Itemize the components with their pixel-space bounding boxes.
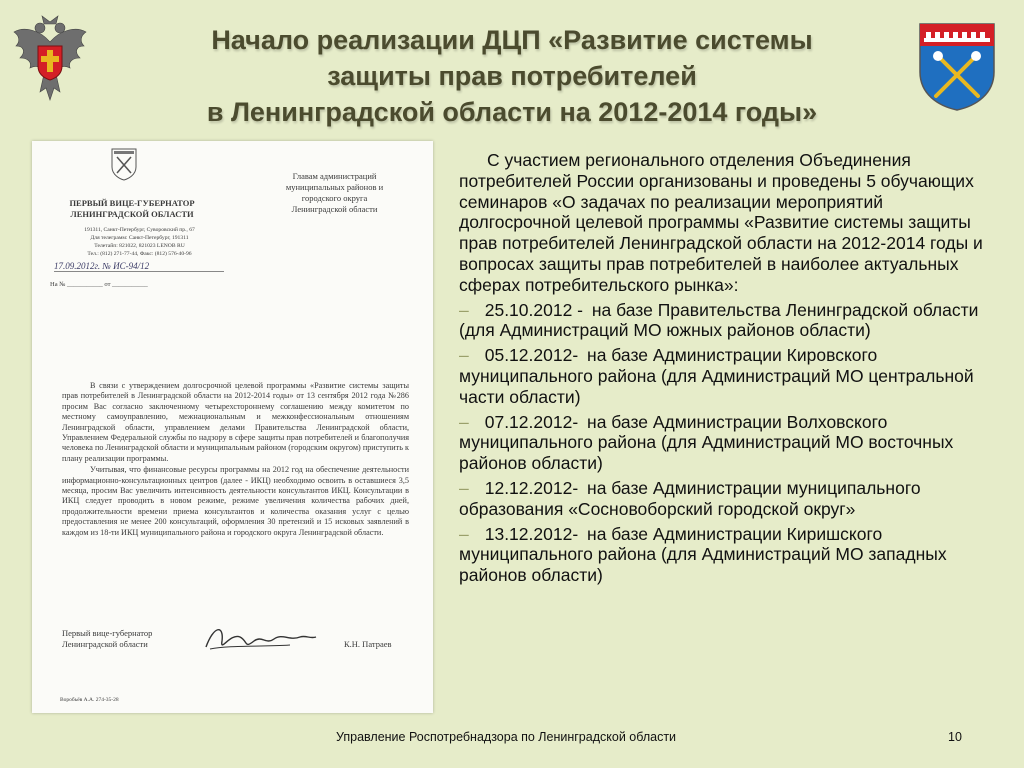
- item-date: 07.12.2012-: [484, 411, 579, 432]
- letter-paragraph: Учитывая, что финансовые ресурсы программы на 2012 год на обеспечение деятельности информационно-консультационных центров (далее - ИКЦ) необходимо освоить в оставшиеся 3,5 месяца, просим Вас увеличить интенсивность деятельности консультантов ИКЦ. Консультации в ИКЦ следует проводить в новом режиме, режиме увеличения количества рабочих дней, продолжительности времени приема консультантов и количества оказания услуг с целью предоставления не менее 200 консультаций, оформления 30 претензий и 15 исковых заявлений в каждом из 18-ти ИКЦ муниципального района и городского округа Ленинградской области.: [62, 465, 409, 537]
- item-date: 25.10.2012 -: [484, 299, 584, 320]
- bullet-dash: –: [459, 411, 469, 432]
- item-text: на базе Администрации Кировского муниципального района (для Администраций МО центральной части области): [459, 345, 974, 407]
- list-item: [459, 524, 989, 586]
- item-text: на базе Администрации муниципального образования «Сосновоборский городской округ»: [459, 477, 921, 519]
- slide-title-line: защиты прав потребителей: [327, 61, 697, 91]
- letter-executor: Воробьёв А.А. 274-35-28: [60, 697, 119, 703]
- letter-number-line: На № ___________ от ___________: [50, 281, 148, 288]
- letter-recipient-line: городского округа: [301, 193, 368, 203]
- letter-address-line: 191311, Санкт-Петербург, Суворовский пр., 67: [84, 227, 195, 233]
- bullet-dash: –: [459, 299, 469, 320]
- list-item: [459, 478, 989, 520]
- item-text: на базе Администрации Киришского муниципального района (для Администраций МО западных районов области): [459, 523, 947, 586]
- letter-crest-icon: [110, 147, 138, 181]
- letter-body: [62, 381, 409, 539]
- item-date: 05.12.2012-: [484, 345, 579, 366]
- letter-sender-line: ПЕРВЫЙ ВИЦЕ-ГУБЕРНАТОР: [69, 198, 195, 208]
- letter-paragraph: В связи с утверждением долгосрочной целевой программы «Развитие системы защиты прав потребителей в Ленинградской области на 2012-2014 годы» от 13 сентября 2012 года №286 просим Вас согласно заключенному четырехстороннему соглашению между комитетом по местному самоуправлению, межнациональным и межконфессиональным отношениям Ленинградской области, управлением делами Правительства Ленинградской области, Управлением Федеральной службы по надзору в сфере защиты прав потребителей и благополучия человека по Ленинградской области и муниципальным районом (городским округом) приступить к плану реализации программы.: [62, 381, 409, 463]
- slide-title-line: в Ленинградской области на 2012-2014 годы»: [206, 97, 818, 127]
- slide-title-line: Начало реализации ДЦП «Развитие системы: [211, 25, 813, 55]
- leningrad-oblast-coat-of-arms-icon: [916, 20, 998, 112]
- page-number: 10: [948, 730, 962, 744]
- item-text: на базе Администрации Волховского муниципального района (для Администраций МО восточных районов области): [459, 411, 954, 474]
- letter-signer-line: Ленинградской области: [62, 639, 148, 649]
- letter-address: [52, 226, 227, 258]
- scanned-letter: [32, 141, 433, 713]
- item-date: 12.12.2012-: [484, 477, 579, 498]
- slide-title: [150, 22, 874, 130]
- bullet-dash: –: [459, 477, 469, 498]
- intro-paragraph: С участием регионального отделения Объединения потребителей России организованы и проведены 5 обучающих семинаров «О задачах по реализации мероприятий долгосрочной целевой программы «Развитие системы защиты прав потребителей Ленинградской области на 2012-2014 годы и вопросах защиты прав потребителей в наиболее актуальных сферах потребительского рынка»:: [459, 150, 983, 295]
- letter-recipient-line: Главам администраций: [292, 171, 377, 181]
- letter-signer-title: [62, 628, 202, 650]
- list-item: [459, 412, 989, 474]
- item-text: на базе Правительства Ленинградской области (для Администраций МО южных районов области): [459, 299, 979, 341]
- handwritten-signature-icon: [200, 619, 320, 659]
- letter-address-line: Для телеграмм: Санкт-Петербург, 191311: [90, 235, 189, 241]
- bullet-dash: –: [459, 523, 469, 544]
- list-item: [459, 345, 989, 407]
- bullet-dash: –: [459, 345, 469, 366]
- letter-sender-line: ЛЕНИНГРАДСКОЙ ОБЛАСТИ: [70, 209, 194, 219]
- letter-recipient: [252, 171, 417, 215]
- letter-address-line: Телетайп: 821022, 821023 LENOB RU: [94, 243, 185, 249]
- letter-recipient-line: Ленинградской области: [291, 204, 378, 214]
- list-item: [459, 300, 989, 342]
- letter-address-line: Тел.: (812) 271-77-44, Факс: (812) 576-40-96: [87, 251, 192, 257]
- main-content: [459, 150, 989, 590]
- item-date: 13.12.2012-: [484, 523, 579, 544]
- slide-footer: Управление Роспотребнадзора по Ленинградской области: [336, 730, 677, 744]
- letter-signer-name: К.Н. Патраев: [344, 639, 392, 649]
- letter-sender-title: [52, 198, 212, 220]
- letter-signer-line: Первый вице-губернатор: [62, 628, 153, 638]
- letter-handwritten-reference: 17.09.2012г. № ИС-94/12: [54, 261, 224, 272]
- rospotrebnadzor-eagle-emblem-icon: [10, 12, 90, 104]
- letter-recipient-line: муниципальных районов и: [285, 182, 384, 192]
